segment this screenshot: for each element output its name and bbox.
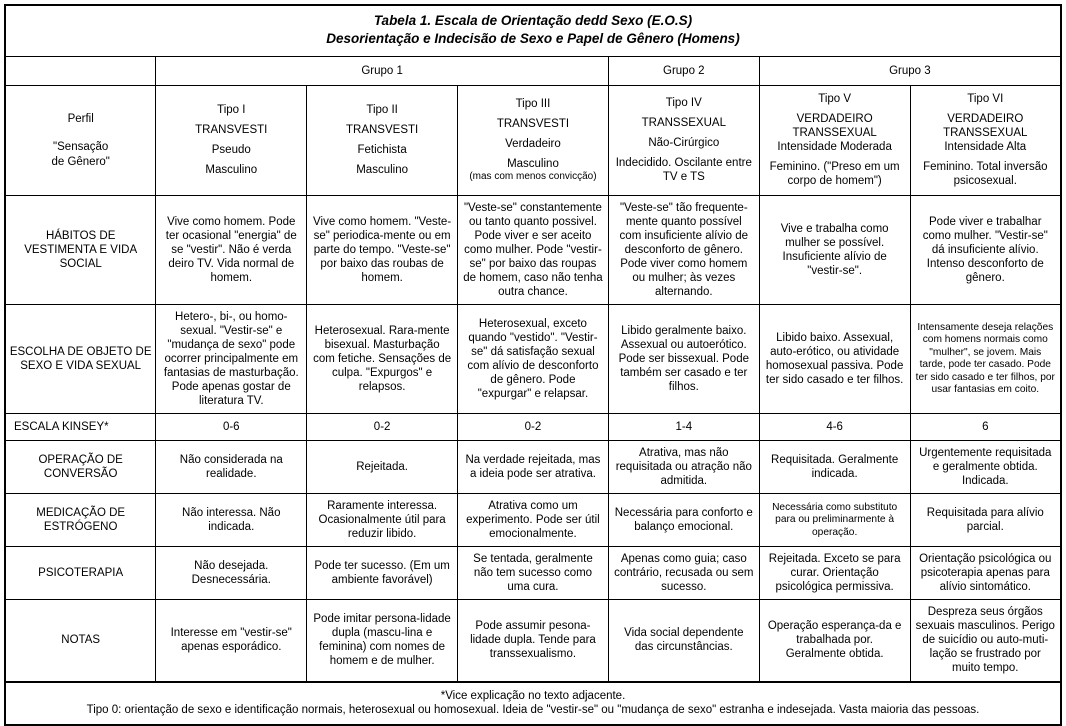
table-row <box>5 305 1061 414</box>
type-label-4: Tipo IV <box>665 96 702 109</box>
group-header-2: Grupo 2 <box>608 56 759 85</box>
table-row <box>5 414 1061 441</box>
profile-gender-6: Feminino. Total inversão psicosexual. <box>923 161 1048 188</box>
profile-kind-1: Pseudo <box>211 144 251 156</box>
profile-kind-3: Verdadeiro <box>505 137 561 150</box>
profile-name-4: TRANSSEXUAL <box>641 116 726 129</box>
profile-name-3: TRANSVESTI <box>496 117 570 130</box>
cell-operacao-2: Rejeitada. <box>307 441 458 494</box>
cell-habitos-5: Vive e trabalha como mulher se possível. Insuficiente alívio de "vestir-se". <box>759 196 910 305</box>
corner-cell <box>5 56 156 85</box>
profile-note-3: (mas com menos convicção) <box>469 170 597 182</box>
cell-psicoterapia-4: Apenas como guia; caso contrário, recusada ou sem sucesso. <box>608 547 759 600</box>
profile-name-6: VERDADEIRO TRANSSEXUAL <box>943 112 1028 139</box>
cell-operacao-4: Atrativa, mas não requisitada ou atração não admitida. <box>608 441 759 494</box>
cell-kinsey-4: 1-4 <box>608 414 759 441</box>
type-label-5: Tipo V <box>818 92 852 105</box>
profile-gender-1: Masculino <box>205 164 258 177</box>
cell-kinsey-1: 0-6 <box>156 414 307 441</box>
profile-gender-5: Feminino. ("Preso em um corpo de homem") <box>769 161 900 188</box>
profile-column-2 <box>307 85 458 195</box>
row-label-psicoterapia: PSICOTERAPIA <box>5 547 156 600</box>
cell-habitos-4: "Veste-se" tão frequente-mente quanto possível com insuficiente alívio de desconforto de gênero. Pode viver como homem ou mulher; às vezes alternando. <box>608 196 759 305</box>
cell-medicacao-5: Necessária como substituto para ou preliminarmente à operação. <box>759 494 910 547</box>
cell-psicoterapia-3: Se tentada, geralmente não tem sucesso como uma cura. <box>458 547 609 600</box>
cell-psicoterapia-6: Orientação psicológica ou psicoterapia apenas para alívio sintomático. <box>910 547 1061 600</box>
profile-column-6 <box>910 85 1061 195</box>
profile-row <box>5 85 1061 195</box>
cell-kinsey-5: 4-6 <box>759 414 910 441</box>
cell-notas-3: Pode assumir pesona-lidade dupla. Tende para transsexualismo. <box>458 600 609 682</box>
cell-medicacao-3: Atrativa como um experimento. Pode ser útil emocionalmente. <box>458 494 609 547</box>
profile-label-line-3: de Gênero" <box>51 155 110 168</box>
cell-medicacao-1: Não interessa. Não indicada. <box>156 494 307 547</box>
cell-escolha-6: Intensamente deseja relações com homens normais como "mulher", se jovem. Mais tarde, pode ter casado. Pode ter sido casado e ter filhos, por usar fantasias em coito. <box>910 305 1061 414</box>
type-label-2: Tipo II <box>366 103 398 116</box>
footnotes <box>5 682 1061 725</box>
cell-medicacao-4: Necessária para conforto e balanço emocional. <box>608 494 759 547</box>
cell-notas-2: Pode imitar persona-lidade dupla (mascu-lina e feminina) com nomes de homem e de mulher. <box>307 600 458 682</box>
cell-operacao-1: Não considerada na realidade. <box>156 441 307 494</box>
cell-medicacao-2: Raramente interessa. Ocasionalmente útil para reduzir libido. <box>307 494 458 547</box>
footnote-1: *Vice explicação no texto adjacente. <box>440 689 626 702</box>
cell-operacao-5: Requisitada. Geralmente indicada. <box>759 441 910 494</box>
row-label-habitos: HÁBITOS DE VESTIMENTA E VIDA SOCIAL <box>5 196 156 305</box>
row-label-kinsey: ESCALA KINSEY* <box>5 414 156 441</box>
cell-habitos-6: Pode viver e trabalhar como mulher. "Vestir-se" dá insuficiente alívio. Intenso desconforto de gênero. <box>910 196 1061 305</box>
group-header-3: Grupo 3 <box>759 56 1061 85</box>
cell-escolha-5: Libido baixo. Assexual, auto-erótico, ou atividade homosexual passiva. Pode ter sido casado e ter filhos. <box>759 305 910 414</box>
cell-habitos-3: "Veste-se" constantemente ou tanto quanto possivel. Pode viver e ser aceito como mulher. Pode "vestir-se" por baixo das roupas de homem, caso não tenha outra chance. <box>458 196 609 305</box>
row-label-medicacao: MEDICAÇÃO DE ESTRÓGENO <box>5 494 156 547</box>
cell-habitos-1: Vive como homem. Pode ter ocasional "energia" de se "vestir". Não é verda deiro TV. Vida normal de homem. <box>156 196 307 305</box>
cell-psicoterapia-5: Rejeitada. Exceto se para curar. Orientação psicológica permissiva. <box>759 547 910 600</box>
footnote-row <box>5 682 1061 725</box>
table-title <box>5 5 1061 56</box>
cell-escolha-2: Heterosexual. Rara-mente bisexual. Masturbação com fetiche. Sensações de culpa. "Expurgos" e relapsos. <box>307 305 458 414</box>
cell-escolha-1: Hetero-, bi-, ou homo-sexual. "Vestir-se" e "mudança de sexo" pode ocorrer principalmente em fantasias de masturbação. Pode apenas gostar de literatura TV. <box>156 305 307 414</box>
row-label-escolha: ESCOLHA DE OBJETO DE SEXO E VIDA SEXUAL <box>5 305 156 414</box>
profile-gender-2: Masculino <box>356 164 408 177</box>
title-line-2: Desorientação e Indecisão de Sexo e Papel de Gênero (Homens) <box>326 31 740 47</box>
cell-psicoterapia-1: Não desejada. Desnecessária. <box>156 547 307 600</box>
footnote-2: Tipo 0: orientação de sexo e identificação normais, heterosexual ou homosexual. Ideia de "vestir-se" ou "mudança de sexo" estranha e indesejada. Vasta maioria das pessoas. <box>86 703 980 716</box>
profile-name-2: TRANSVESTI <box>346 123 419 136</box>
cell-operacao-6: Urgentemente requisitada e geralmente obtida. Indicada. <box>910 441 1061 494</box>
profile-column-1 <box>156 85 307 195</box>
cell-medicacao-6: Requisitada para alívio parcial. <box>910 494 1061 547</box>
cell-habitos-2: Vive como homem. "Veste-se" periodica-mente ou em parte do tempo. "Veste-se" por baixo das roubas de homem. <box>307 196 458 305</box>
profile-kind-5: Intensidade Moderada <box>777 141 892 153</box>
cell-kinsey-6: 6 <box>910 414 1061 441</box>
table-row <box>5 547 1061 600</box>
profile-column-4 <box>608 85 759 195</box>
profile-gender-3: Masculino <box>507 157 559 170</box>
type-label-1: Tipo I <box>217 103 246 116</box>
table-row <box>5 494 1061 547</box>
table-row <box>5 600 1061 682</box>
profile-kind-4: Não-Cirúrgico <box>648 136 720 149</box>
table-row <box>5 196 1061 305</box>
cell-kinsey-3: 0-2 <box>458 414 609 441</box>
row-label-operacao: OPERAÇÃO DE CONVERSÃO <box>5 441 156 494</box>
cell-escolha-4: Libido geralmente baixo. Assexual ou autoerótico. Pode ser bissexual. Pode também ser casado e ter filhos. <box>608 305 759 414</box>
profile-kind-6: Intensidade Alta <box>944 141 1027 153</box>
profile-label-line-1: Perfil <box>67 113 94 126</box>
profile-row-label <box>5 85 156 195</box>
group-header-row <box>5 56 1061 85</box>
cell-operacao-3: Na verdade rejeitada, mas a ideia pode ser atrativa. <box>458 441 609 494</box>
table-title-row <box>5 5 1061 56</box>
profile-name-1: TRANSVESTI <box>195 123 268 136</box>
type-label-6: Tipo VI <box>967 92 1004 105</box>
title-line-1: Tabela 1. Escala de Orientação dedd Sexo (E.O.S) <box>373 13 693 28</box>
cell-psicoterapia-2: Pode ter sucesso. (Em um ambiente favorável) <box>307 547 458 600</box>
profile-gender-4: Indecidido. Oscilante entre TV e TS <box>615 157 752 184</box>
group-header-1: Grupo 1 <box>156 56 609 85</box>
eos-table <box>4 4 1062 726</box>
cell-escolha-3: Heterosexual, exceto quando "vestido". "Vestir-se" dá satisfação sexual com alívio de desconforto de gênero. Pode "expurgar" e relapsar. <box>458 305 609 414</box>
profile-name-5: VERDADEIRO TRANSSEXUAL <box>792 112 877 139</box>
cell-kinsey-2: 0-2 <box>307 414 458 441</box>
cell-notas-1: Interesse em "vestir-se" apenas esporádico. <box>156 600 307 682</box>
profile-column-5 <box>759 85 910 195</box>
profile-kind-2: Fetichista <box>357 144 407 156</box>
type-label-3: Tipo III <box>515 97 551 110</box>
table-row <box>5 441 1061 494</box>
cell-notas-5: Operação esperança-da e trabalhada por. Geralmente obtida. <box>759 600 910 682</box>
cell-notas-6: Despreza seus órgãos sexuais masculinos. Perigo de suicídio ou auto-muti-lação se frustrado por muito tempo. <box>910 600 1061 682</box>
profile-label-line-2: "Sensação <box>53 141 109 154</box>
cell-notas-4: Vida social dependente das circunstâncias. <box>608 600 759 682</box>
profile-column-3 <box>458 85 609 195</box>
row-label-notas: NOTAS <box>5 600 156 682</box>
